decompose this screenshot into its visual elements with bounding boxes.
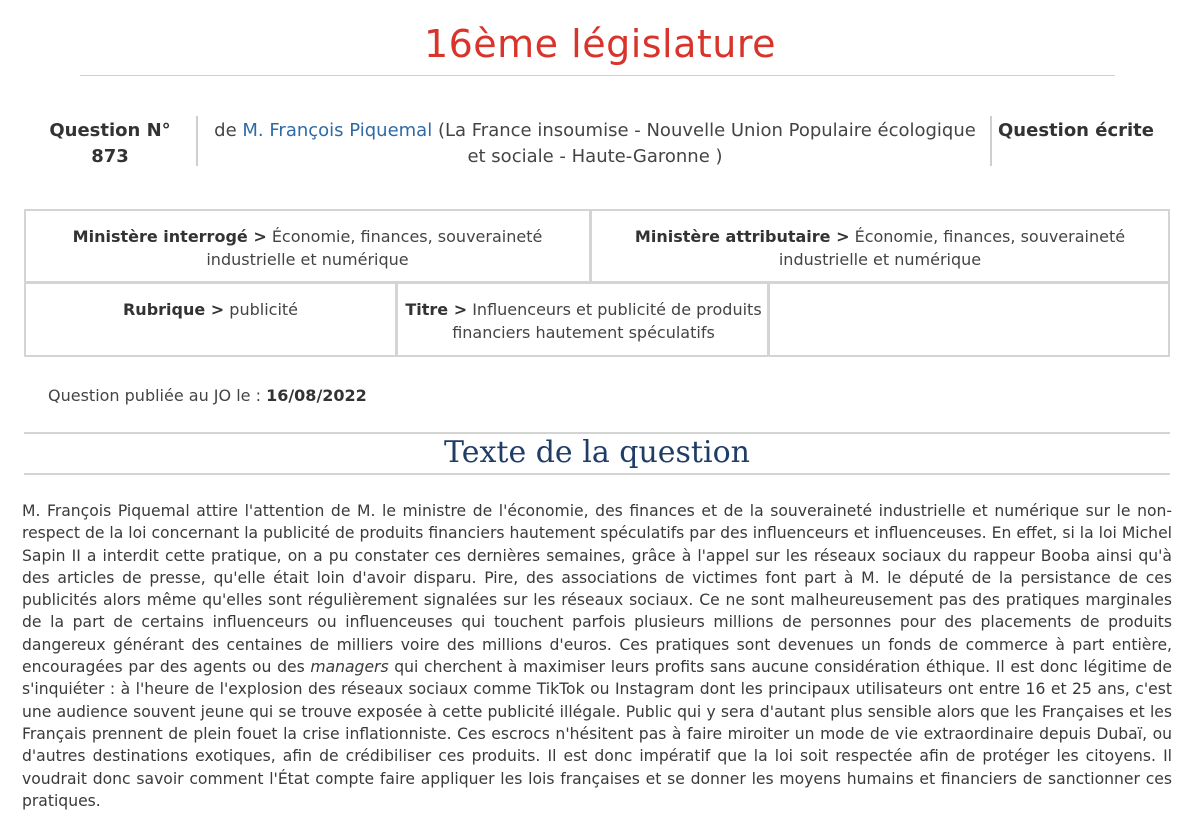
ministere-interroge-cell <box>26 211 589 281</box>
ministere-interroge-value: Économie, finances, souveraineté industrielle et numérique <box>206 227 543 269</box>
author-link[interactable]: M. François Piquemal <box>242 120 433 141</box>
table-col-divider <box>767 282 770 355</box>
ministere-attributaire-cell <box>592 211 1168 281</box>
rubrique-value: publicité <box>229 300 298 319</box>
question-info-table <box>24 209 1170 357</box>
header-separator-right <box>990 116 992 166</box>
publication-date: 16/08/2022 <box>266 386 367 405</box>
rubrique-label: Rubrique > <box>122 300 225 319</box>
titre-label: Titre > <box>405 300 468 319</box>
section-title: Texte de la question <box>444 435 750 470</box>
titre-value: Influenceurs et publicité de produits financiers hautement spéculatifs <box>452 300 762 342</box>
author-prefix: de <box>214 120 237 141</box>
title-divider <box>80 75 1115 76</box>
question-text <box>22 500 1172 812</box>
question-type: Question écrite <box>998 120 1154 141</box>
titre-cell <box>398 284 767 355</box>
question-text-part2: qui cherchent à maximiser leurs profits sans aucune considération éthique. Il est donc légitime de s'inquiéter : à l'heure de l'explosion des réseaux sociaux comme TikTok ou Instagram dont les principaux utilisateurs ont entre 16 et 25 ans, c'est une audience souvent jeune qui se trouve exposée à cette publicité illégale. Public qui y sera d'autant plus sensible alors que les Françaises et les Français prennent de plein fouet la crise inflationniste. Ces escrocs n'hésitent pas à faire miroiter un mode de vie extraordinaire depuis Dubaï, ou d'autres destinations exotiques, afin de crédibiliser ces produits. Il est donc impératif que la loi soit respectée afin de protéger les citoyens. Il voudrait donc savoir comment l'État compte faire appliquer les lois françaises et se donner les moyens humains et financiers de sanctionner ces pratiques. <box>22 658 1172 810</box>
ministere-attributaire-label: Ministère attributaire > <box>634 227 850 246</box>
publication-label: Question publiée au JO le : <box>48 386 261 405</box>
question-number: 873 <box>91 146 129 167</box>
question-number-block <box>40 118 180 170</box>
question-text-part1: M. François Piquemal attire l'attention de M. le ministre de l'économie, des finances et de la souveraineté industrielle et numérique sur le non-respect de la loi concernant la publicité de produits financiers hautement spéculatifs par des influenceurs et influenceuses. En effet, si la loi Michel Sapin II a interdit cette pratique, on a pu constater ces dernières semaines, grâce à l'appel sur les réseaux sociaux du rappeur Booba ainsi qu'à des articles de presse, qu'elle était loin d'avoir disparu. Pire, des associations de victimes font part à M. le député de la persistance de ces publicités alors même qu'elles sont régulièrement signalées sur les réseaux sociaux. Ce ne sont malheureusement pas des pratiques marginales de la part de certains influenceurs ou influenceuses qui touchent parfois plusieurs millions de personnes pour des placements de produits dangereux générant des centaines de milliers voire des millions d'euros. Ces pratiques sont devenues un fonds de commerce à part entière, encouragées par des agents ou des <box>22 502 1172 677</box>
page-title: 16ème législature <box>423 22 777 66</box>
ministere-interroge-label: Ministère interrogé > <box>72 227 267 246</box>
question-number-label: Question N° <box>49 120 171 141</box>
section-divider-bottom <box>24 473 1170 475</box>
header-separator-left <box>196 116 198 166</box>
question-text-emphasis: managers <box>310 658 389 677</box>
author-group: (La France insoumise - Nouvelle Union Populaire écologique et sociale - Haute-Garonne ) <box>437 120 976 167</box>
question-author <box>210 118 980 170</box>
ministere-attributaire-value: Économie, finances, souveraineté industrielle et numérique <box>778 227 1126 269</box>
rubrique-cell <box>26 284 395 355</box>
publication-info <box>48 386 367 405</box>
